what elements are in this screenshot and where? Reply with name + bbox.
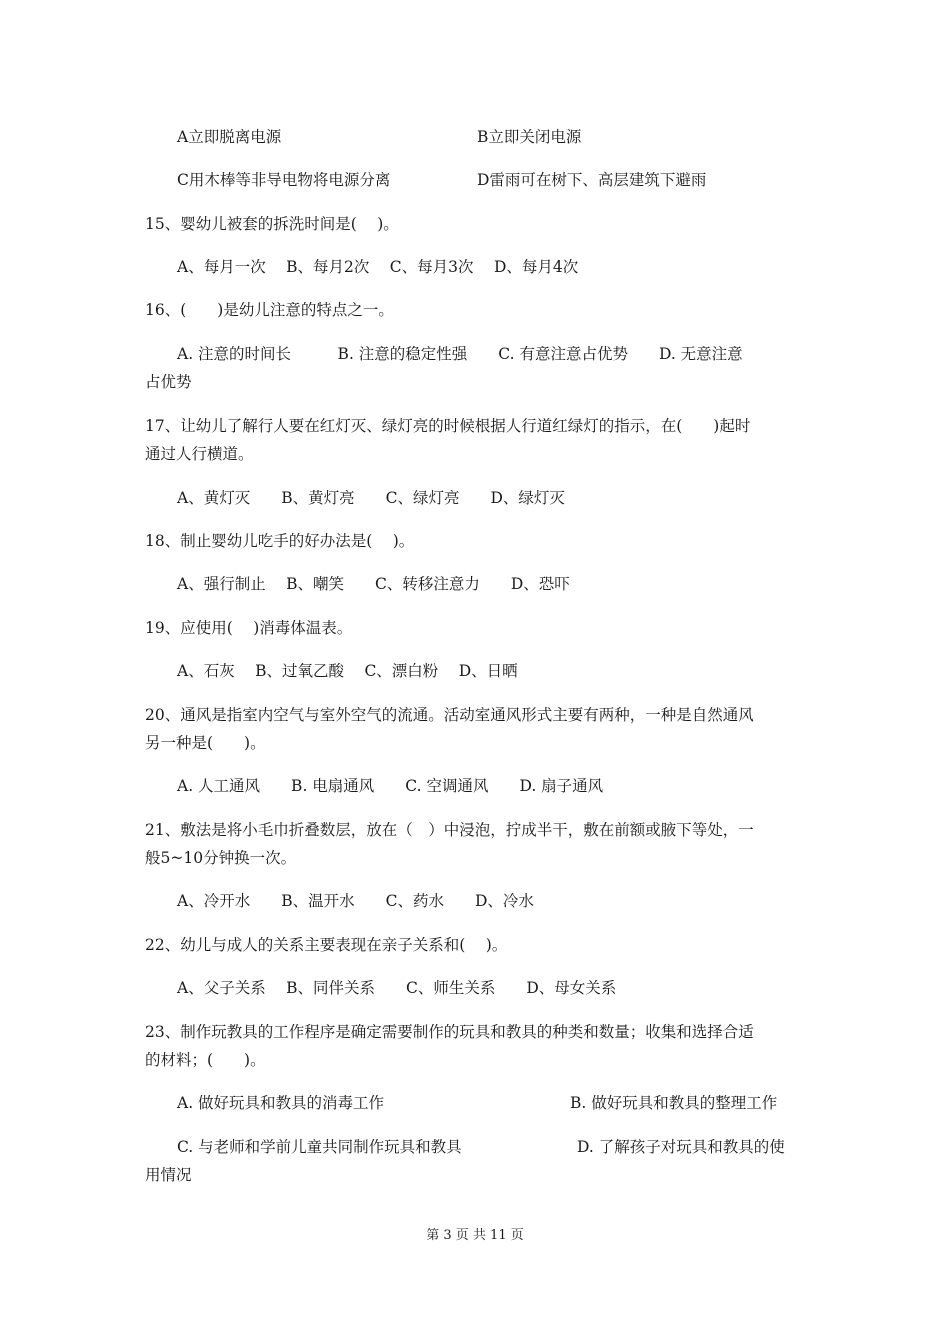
question-19: 19、应使用( )消毒体温表。 bbox=[145, 619, 353, 637]
question-17-cont: 通过人行横道。 bbox=[145, 445, 254, 463]
question-23-option-d-cont: 用情况 bbox=[145, 1166, 192, 1184]
question-23-option-c: C. 与老师和学前儿童共同制作玩具和教具 bbox=[177, 1138, 462, 1156]
question-16-options: A. 注意的时间长 B. 注意的稳定性强 C. 有意注意占优势 D. 无意注意 bbox=[177, 345, 743, 363]
page-footer: 第 3 页 共 11 页 bbox=[426, 1228, 524, 1243]
question-23-option-a: A. 做好玩具和教具的消毒工作 bbox=[177, 1094, 385, 1112]
question-22: 22、幼儿与成人的关系主要表现在亲子关系和( )。 bbox=[145, 936, 508, 954]
question-18: 18、制止婴幼儿吃手的好办法是( )。 bbox=[145, 532, 415, 550]
option-line: C用木棒等非导电物将电源分离 bbox=[177, 171, 391, 189]
question-18-options: A、强行制止 B、嘲笑 C、转移注意力 D、恐吓 bbox=[177, 575, 570, 593]
option-line: A立即脱离电源 bbox=[177, 128, 282, 146]
question-19-options: A、石灰 B、过氧乙酸 C、漂白粉 D、日晒 bbox=[177, 662, 518, 680]
question-20-cont: 另一种是( )。 bbox=[145, 734, 266, 752]
question-22-options: A、父子关系 B、同伴关系 C、师生关系 D、母女关系 bbox=[177, 979, 617, 997]
option-line: B立即关闭电源 bbox=[477, 128, 582, 146]
question-16: 16、( )是幼儿注意的特点之一。 bbox=[145, 301, 394, 319]
question-23: 23、制作玩教具的工作程序是确定需要制作的玩具和教具的种类和数量；收集和选择合适 bbox=[145, 1023, 754, 1041]
question-21-cont: 般5~10分钟换一次。 bbox=[145, 849, 297, 867]
question-15-options: A、每月一次 B、每月2次 C、每月3次 D、每月4次 bbox=[177, 258, 579, 276]
question-16-options-cont: 占优势 bbox=[145, 373, 192, 391]
question-21: 21、敷法是将小毛巾折叠数层，放在（ ）中浸泡，拧成半干，敷在前额或腋下等处，一 bbox=[145, 821, 754, 839]
question-23-option-d: D. 了解孩子对玩具和教具的使 bbox=[577, 1138, 785, 1156]
question-17-options: A、黄灯灭 B、黄灯亮 C、绿灯亮 D、绿灯灭 bbox=[177, 489, 565, 507]
question-23-cont: 的材料；( )。 bbox=[145, 1051, 266, 1069]
question-15: 15、婴幼儿被套的拆洗时间是( )。 bbox=[145, 215, 399, 233]
question-21-options: A、冷开水 B、温开水 C、药水 D、冷水 bbox=[177, 892, 534, 910]
question-20-options: A. 人工通风 B. 电扇通风 C. 空调通风 D. 扇子通风 bbox=[177, 777, 604, 795]
option-line: D雷雨可在树下、高层建筑下避雨 bbox=[477, 171, 707, 189]
question-20: 20、通风是指室内空气与室外空气的流通。活动室通风形式主要有两种，一种是自然通风 bbox=[145, 706, 754, 724]
question-23-option-b: B. 做好玩具和教具的整理工作 bbox=[570, 1094, 778, 1112]
question-17: 17、让幼儿了解行人要在红灯灭、绿灯亮的时候根据人行道红绿灯的指示，在( )起时 bbox=[145, 417, 751, 435]
